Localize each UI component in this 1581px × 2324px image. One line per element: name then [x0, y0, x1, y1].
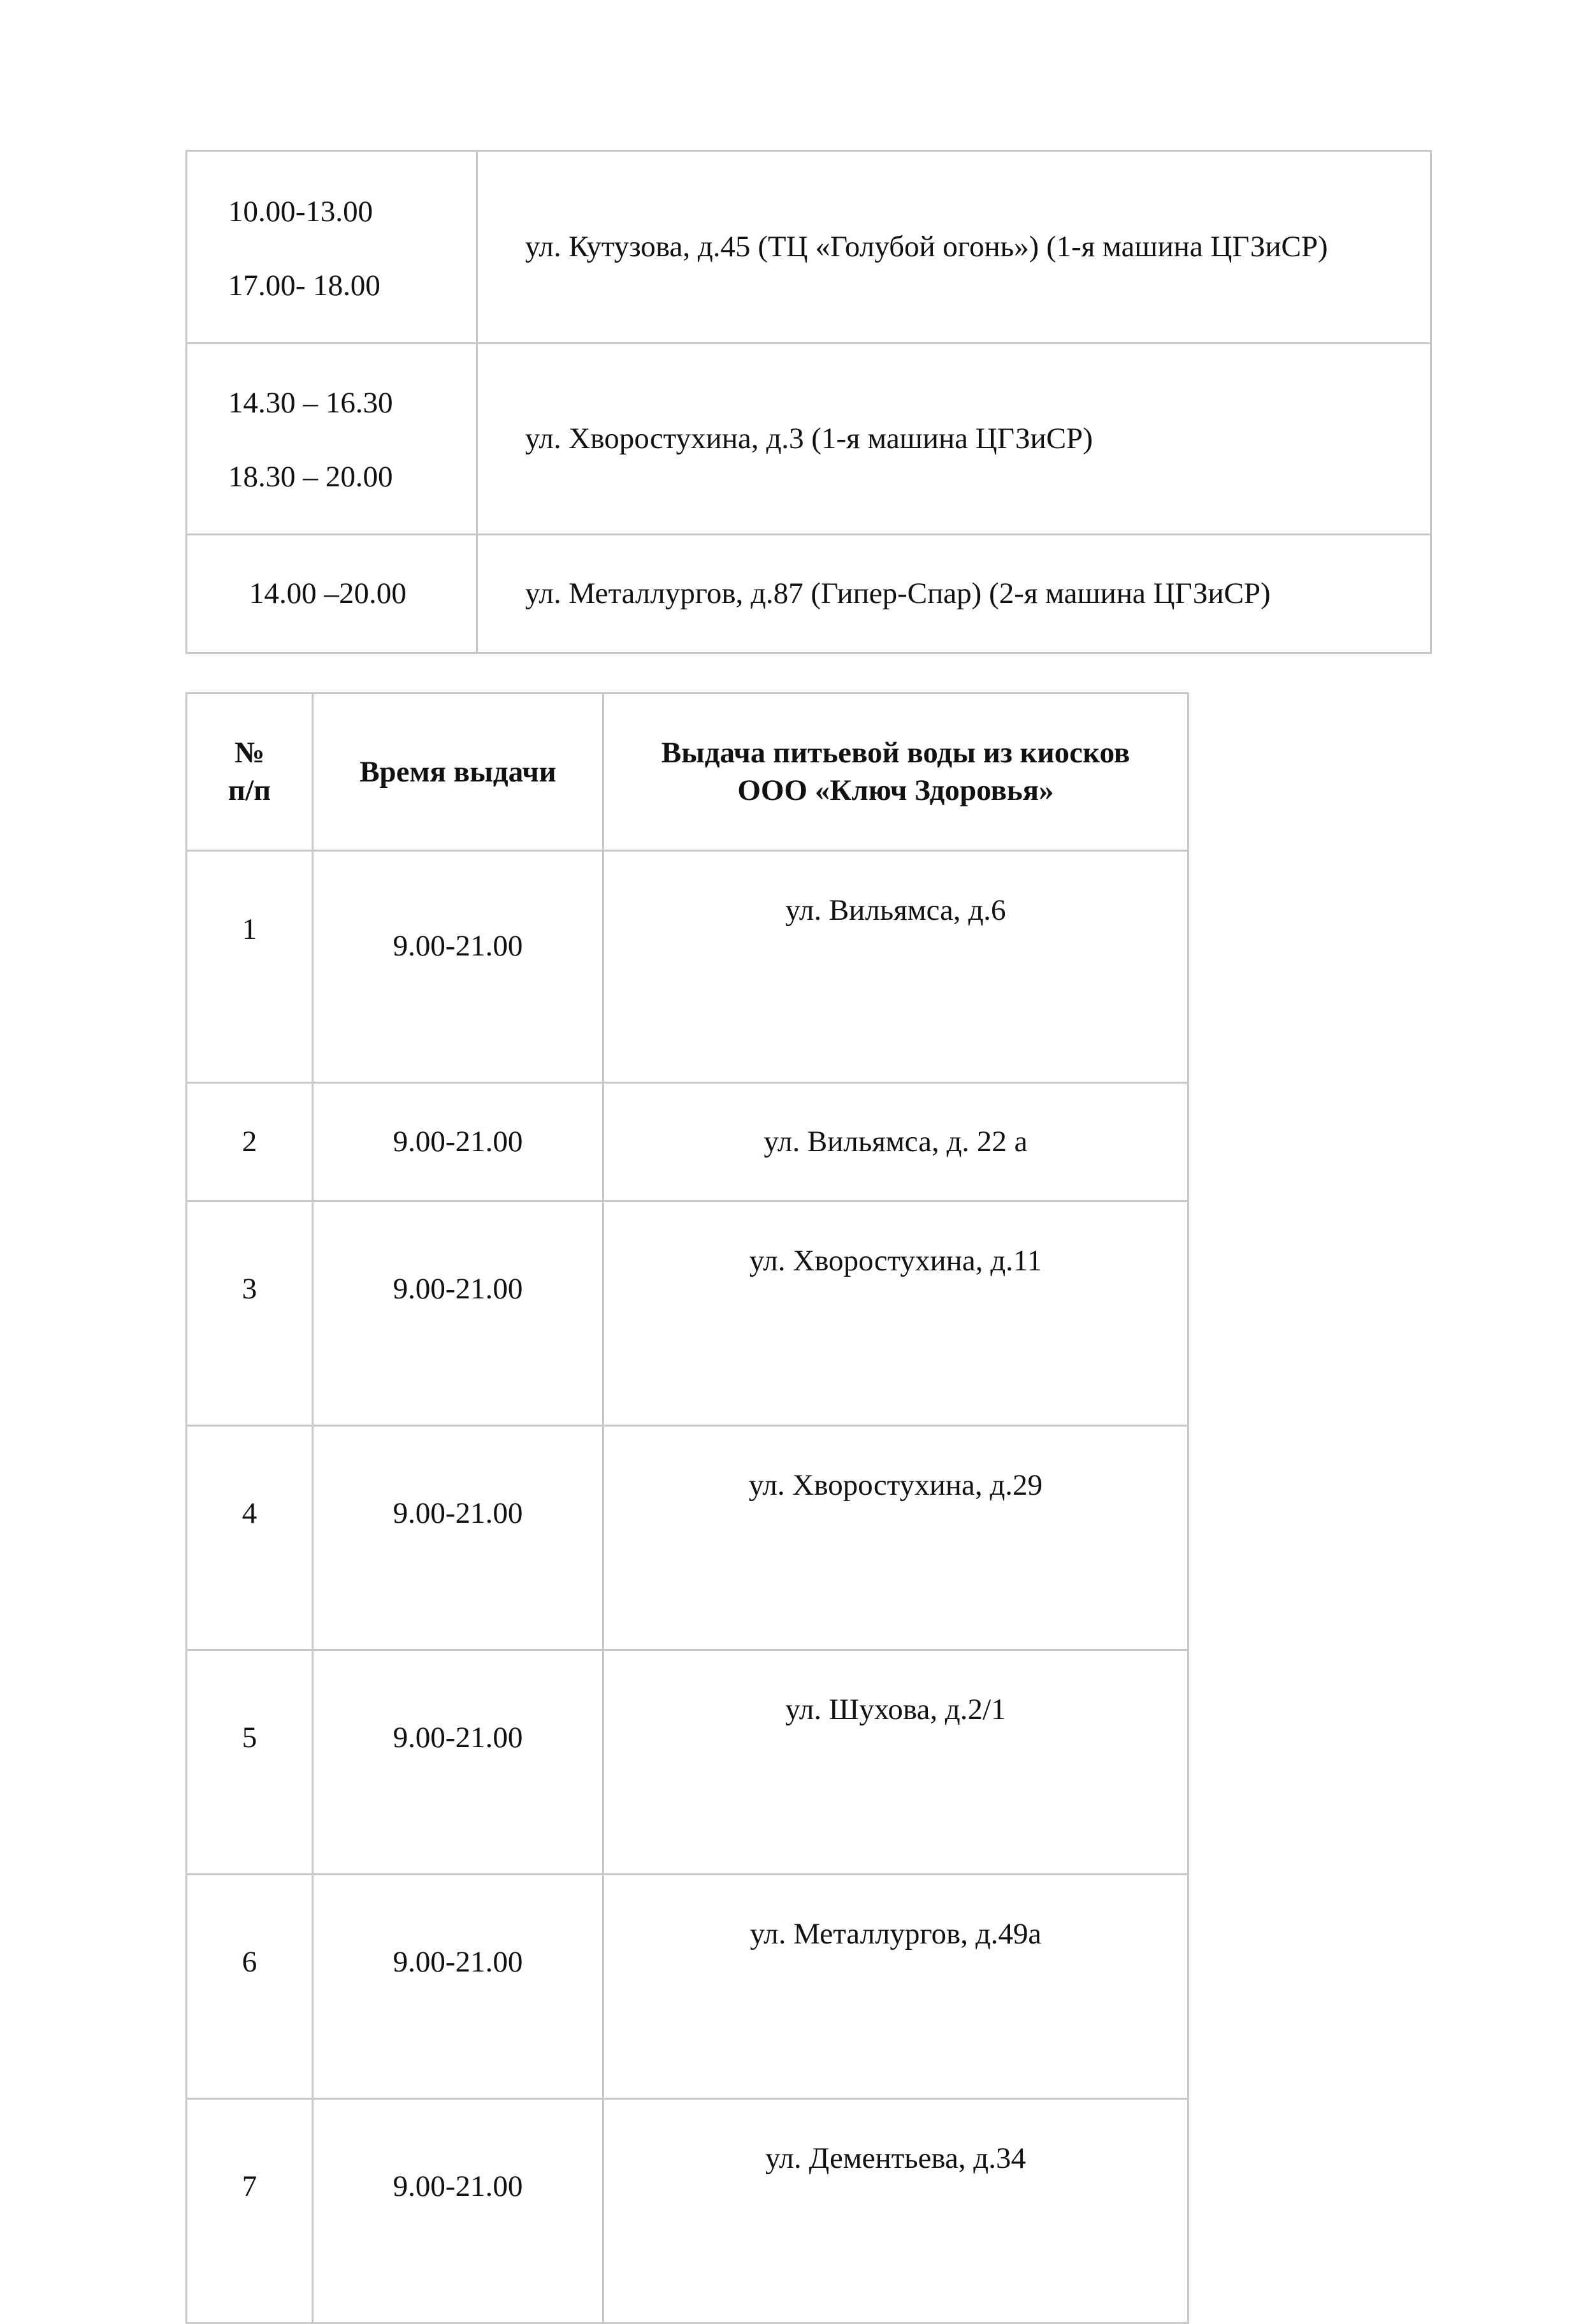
table-row: [187, 851, 1188, 1083]
row-number: 1: [187, 851, 313, 1083]
kiosk-distribution-table: [185, 692, 1189, 2324]
row-time: 9.00-21.00: [313, 2099, 603, 2323]
row-address: ул. Хворостухина, д.29: [603, 1426, 1188, 1650]
row-address: ул. Хворостухина, д.11: [603, 1202, 1188, 1426]
table-row: [187, 1202, 1188, 1426]
row-address: ул. Шухова, д.2/1: [603, 1650, 1188, 1875]
row-number: 3: [187, 1202, 313, 1426]
header-address-line2: ООО «Ключ Здоровья»: [737, 774, 1054, 807]
row-number: 6: [187, 1875, 313, 2099]
mobile-distribution-table: [185, 150, 1432, 654]
time-slot: 18.30 – 20.00: [228, 460, 393, 494]
table-row: [187, 2099, 1188, 2323]
time-cell: [187, 535, 477, 653]
time-cell: [187, 151, 477, 344]
table-row: [187, 1426, 1188, 1650]
header-time: Время выдачи: [313, 694, 603, 851]
row-time: 9.00-21.00: [313, 1202, 603, 1426]
table-header-row: [187, 694, 1188, 851]
header-number-line2: п/п: [227, 774, 271, 807]
row-number: 4: [187, 1426, 313, 1650]
header-address-line1: Выдача питьевой воды из киосков: [661, 736, 1130, 770]
address-cell: ул. Хворостухина, д.3 (1-я машина ЦГЗиСР): [477, 344, 1431, 535]
row-number: 7: [187, 2099, 313, 2323]
time-slot: 14.30 – 16.30: [228, 386, 393, 419]
row-time: 9.00-21.00: [313, 1875, 603, 2099]
address-cell: ул. Кутузова, д.45 (ТЦ «Голубой огонь») (1-я машина ЦГЗиСР): [477, 151, 1431, 344]
row-number: 2: [187, 1083, 313, 1202]
table-row: [187, 535, 1431, 653]
header-address: [603, 694, 1188, 851]
row-address: ул. Дементьева, д.34: [603, 2099, 1188, 2323]
row-time: 9.00-21.00: [313, 1650, 603, 1875]
header-number-line1: №: [234, 736, 265, 770]
time-slot: 14.00 –20.00: [249, 577, 407, 611]
address-cell: ул. Металлургов, д.87 (Гипер-Спар) (2-я машина ЦГЗиСР): [477, 535, 1431, 653]
row-address: ул. Вильямса, д.6: [603, 851, 1188, 1083]
time-slot: 10.00-13.00: [228, 195, 373, 228]
row-time: 9.00-21.00: [313, 851, 603, 1083]
table-row: [187, 1083, 1188, 1202]
table-row: [187, 344, 1431, 535]
row-time: 9.00-21.00: [313, 1426, 603, 1650]
row-address: ул. Вильямса, д. 22 а: [603, 1083, 1188, 1202]
time-slot: 17.00- 18.00: [228, 269, 380, 303]
time-cell: [187, 344, 477, 535]
table-row: [187, 151, 1431, 344]
table-row: [187, 1875, 1188, 2099]
table-row: [187, 1650, 1188, 1875]
header-number: [187, 694, 313, 851]
row-number: 5: [187, 1650, 313, 1875]
row-time: 9.00-21.00: [313, 1083, 603, 1202]
row-address: ул. Металлургов, д.49а: [603, 1875, 1188, 2099]
